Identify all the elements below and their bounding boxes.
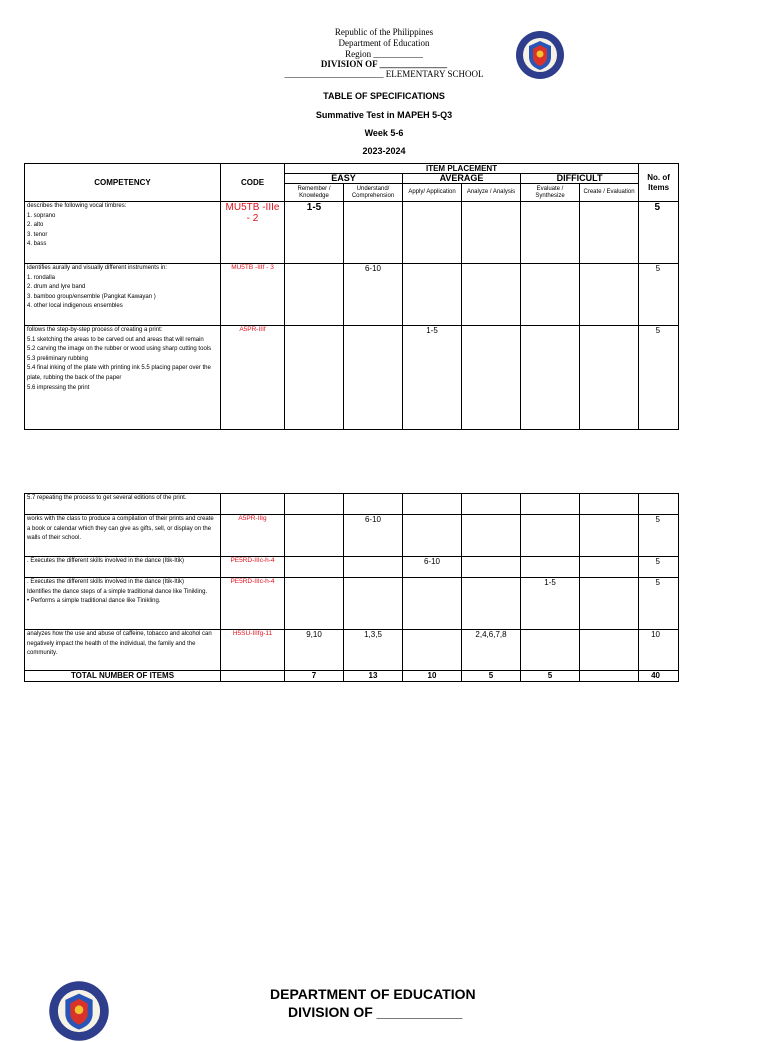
create-cell [580, 264, 639, 326]
items-cell: 5 [639, 578, 679, 630]
code-cell: A5PR-IIIg [221, 515, 285, 557]
table-row [25, 326, 679, 430]
letterhead-deped: Department of Education [338, 38, 430, 48]
apply-cell [403, 264, 462, 326]
footer-department: DEPARTMENT OF EDUCATION [270, 986, 476, 1002]
code-cell: A5PR-IIIf [221, 326, 285, 430]
competency-cell: 5.7 repeating the process to get several editions of the print. [25, 494, 221, 515]
understand-cell: 1,3,5 [344, 630, 403, 671]
remember-cell [285, 515, 344, 557]
competency-cell: follows the step-by-step process of creating a print: 5.1 sketching the areas to be carved out and areas that will remain 5.2 carving the image on the rubber or wood using sharp cutting tools 5.3 preliminary rubbing 5.4 final inking of the plate with printing ink 5.5 placing paper over the plate, rubbing the back of the paper 5.6 impressing the print [25, 326, 221, 430]
understand-cell [344, 494, 403, 515]
analyze-cell [462, 494, 521, 515]
total-code-cell [221, 671, 285, 682]
understand-cell [344, 557, 403, 578]
apply-header: Apply/ Application [403, 184, 462, 202]
item-placement-header: ITEM PLACEMENT [285, 164, 639, 174]
evaluate-cell [521, 264, 580, 326]
total-analyze: 5 [462, 671, 521, 682]
competency-cell: analyzes how the use and abuse of caffeine, tobacco and alcohol can negatively impact the health of the individual, the family and the community. [25, 630, 221, 671]
average-header: AVERAGE [403, 174, 521, 184]
doc-school-year: 2023-2024 [362, 146, 406, 156]
letterhead-school: ______________________ ELEMENTARY SCHOOL [284, 69, 484, 79]
total-items: 40 [639, 671, 679, 682]
total-evaluate: 5 [521, 671, 580, 682]
table-row [25, 515, 679, 557]
apply-cell: 1-5 [403, 326, 462, 430]
apply-cell [403, 515, 462, 557]
create-cell [580, 578, 639, 630]
competency-cell: works with the class to produce a compilation of their prints and create a book or calendar which they can give as gifts, sell, or display on the walls of their school. [25, 515, 221, 557]
doc-title: TABLE OF SPECIFICATIONS [323, 91, 445, 101]
apply-cell [403, 630, 462, 671]
items-cell [639, 494, 679, 515]
analyze-cell [462, 326, 521, 430]
create-header: Create / Evaluation [580, 184, 639, 202]
remember-cell: 9,10 [285, 630, 344, 671]
understand-cell [344, 202, 403, 264]
evaluate-cell [521, 557, 580, 578]
apply-cell [403, 494, 462, 515]
remember-cell [285, 326, 344, 430]
analyze-cell [462, 264, 521, 326]
create-cell [580, 202, 639, 264]
letterhead-republic: Republic of the Philippines [334, 27, 434, 37]
footer-division: DIVISION OF ___________ [288, 1004, 463, 1020]
understand-cell [344, 578, 403, 630]
deped-seal-icon [515, 30, 565, 80]
evaluate-cell [521, 515, 580, 557]
total-create [580, 671, 639, 682]
analyze-cell [462, 202, 521, 264]
create-cell [580, 630, 639, 671]
evaluate-cell [521, 326, 580, 430]
items-cell: 10 [639, 630, 679, 671]
apply-cell [403, 578, 462, 630]
table-row [25, 578, 679, 630]
understand-cell: 6-10 [344, 264, 403, 326]
totals-row [25, 671, 679, 682]
code-cell [221, 494, 285, 515]
code-cell: PE5RD-IIIc-h-4 [221, 557, 285, 578]
table-row [25, 264, 679, 326]
competency-cell: describes the following vocal timbres: 1. soprano 2. alto 3. tenor 4. bass [25, 202, 221, 264]
remember-header: Remember / Knowledge [285, 184, 344, 202]
letterhead-division: DIVISION OF _______________ [320, 59, 448, 69]
understand-header: Understand/ Comprehension [344, 184, 403, 202]
evaluate-cell [521, 202, 580, 264]
deped-seal-footer-icon [48, 980, 110, 1042]
code-cell: H5SU-IIIfg-11 [221, 630, 285, 671]
items-cell: 5 [639, 326, 679, 430]
apply-cell [403, 202, 462, 264]
evaluate-header: Evaluate / Synthesize [521, 184, 580, 202]
analyze-cell: 2,4,6,7,8 [462, 630, 521, 671]
remember-cell [285, 264, 344, 326]
create-cell [580, 515, 639, 557]
analyze-cell [462, 557, 521, 578]
table-row [25, 202, 679, 264]
evaluate-cell: 1-5 [521, 578, 580, 630]
easy-header: EASY [285, 174, 403, 184]
remember-cell: 1-5 [285, 202, 344, 264]
table-row [25, 557, 679, 578]
table-row [25, 494, 679, 515]
create-cell [580, 557, 639, 578]
items-cell: 5 [639, 264, 679, 326]
understand-cell: 6-10 [344, 515, 403, 557]
apply-cell: 6-10 [403, 557, 462, 578]
total-understand: 13 [344, 671, 403, 682]
remember-cell [285, 578, 344, 630]
code-cell: MU5TB -IIIf - 3 [221, 264, 285, 326]
create-cell [580, 494, 639, 515]
tos-table-part2 [24, 493, 679, 682]
total-apply: 10 [403, 671, 462, 682]
analyze-cell [462, 578, 521, 630]
items-cell: 5 [639, 515, 679, 557]
tos-table-part1 [24, 163, 679, 430]
no-items-header: No. of Items [639, 164, 679, 202]
table-row [25, 630, 679, 671]
remember-cell [285, 494, 344, 515]
doc-subtitle: Summative Test in MAPEH 5-Q3 [315, 110, 453, 120]
difficult-header: DIFFICULT [521, 174, 639, 184]
letterhead-region: Region ___________ [345, 49, 423, 59]
items-cell: 5 [639, 202, 679, 264]
evaluate-cell [521, 494, 580, 515]
competency-cell: . Executes the different skills involved in the dance (Itik-Itik) Identifies the dance steps of a simple traditional dance like Tinikling. • Performs a simple traditional dance like Tinikling. [25, 578, 221, 630]
competency-cell: . Executes the different skills involved in the dance (Itik-Itik) [25, 557, 221, 578]
analyze-header: Analyze / Analysis [462, 184, 521, 202]
competency-header: COMPETENCY [25, 164, 221, 202]
code-cell: MU5TB -IIIe - 2 [221, 202, 285, 264]
code-header: CODE [221, 164, 285, 202]
code-cell: PE5RD-IIIc-h-4 [221, 578, 285, 630]
evaluate-cell [521, 630, 580, 671]
competency-cell: identifies aurally and visually different instruments in: 1. rondalla 2. drum and lyre band 3. bamboo group/ensemble (Pangkat Kawayan ) 4. other local indigenous ensembles [25, 264, 221, 326]
doc-week: Week 5-6 [364, 128, 404, 138]
total-remember: 7 [285, 671, 344, 682]
create-cell [580, 326, 639, 430]
total-label: TOTAL NUMBER OF ITEMS [25, 671, 221, 682]
understand-cell [344, 326, 403, 430]
remember-cell [285, 557, 344, 578]
items-cell: 5 [639, 557, 679, 578]
analyze-cell [462, 515, 521, 557]
